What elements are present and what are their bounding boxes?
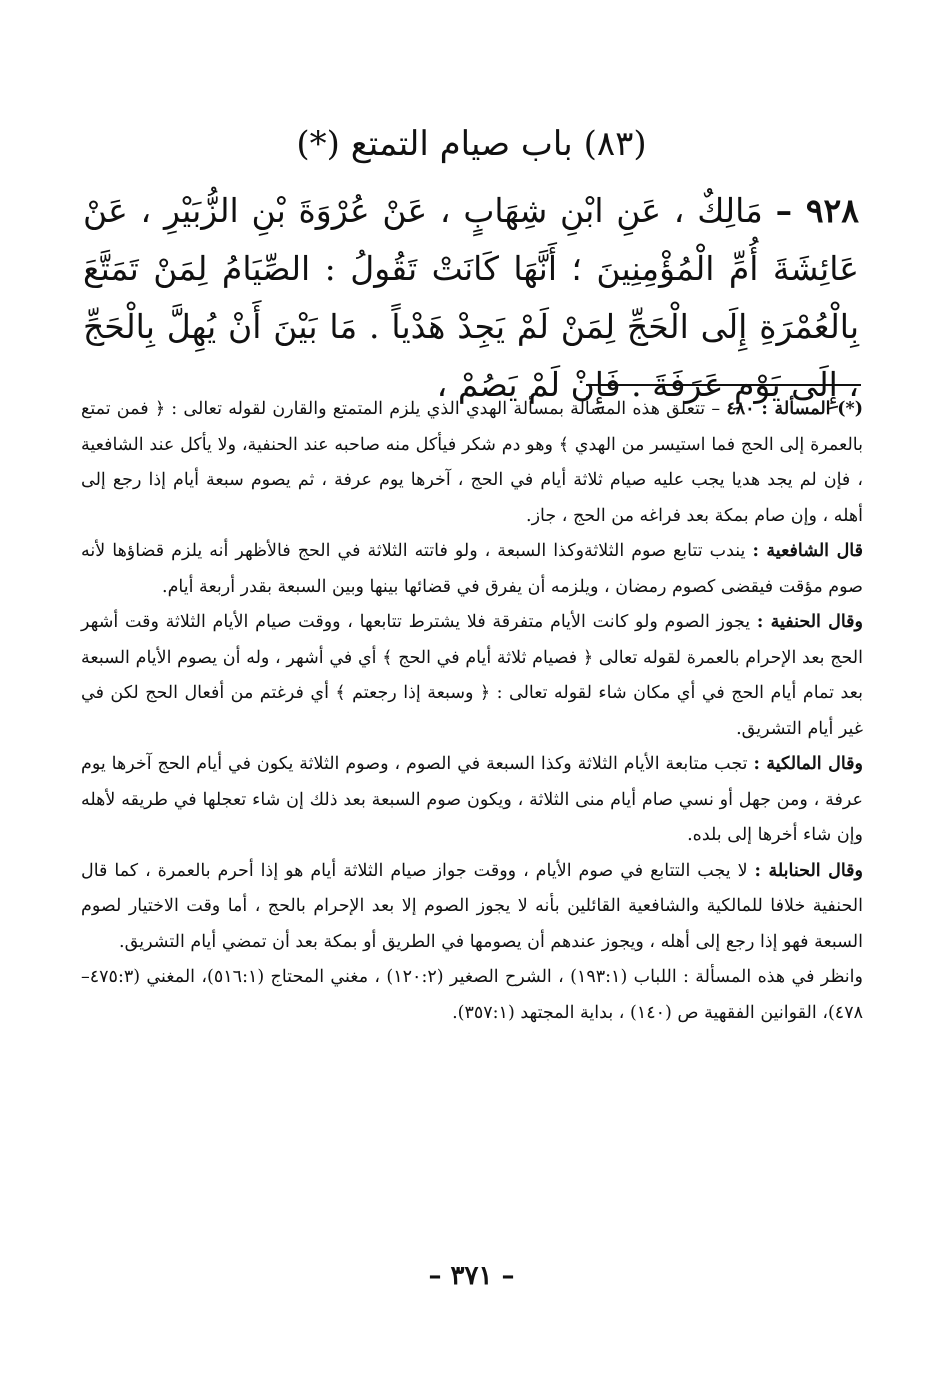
page-number: – ٣٧١ – [428, 1261, 515, 1291]
footnote-hanafi [81, 605, 863, 747]
footnote-intro-label: (*) المسألة : ٤٨٠ [726, 399, 863, 419]
footnote-intro [81, 392, 863, 534]
footnote-hanbali-text: لا يجب التتابع في صوم الأيام ، ووقت جواز صيام الثلاثة أيام هو إذا أحرم بالعمرة ، كما قال الحنفية خلافا للمالكية والشافعية القائلين بأنه لا يجوز الصوم إلا بعد الإحرام بالحج ، أما وقت الاختيار لصوم السبعة فهو إذا رجع إلى أهله ، ويجوز عندهم أن يصومها في الطريق أو بمكة بعد أن تمضي أيام التشريق. [81, 860, 863, 952]
hadith-paragraph [83, 182, 859, 414]
footnote-hanbali [81, 854, 863, 961]
footnote-references: وانظر في هذه المسألة : اللباب (١٩٣:١) ، الشرح الصغير (١٢٠:٢) ، مغني المحتاج (٥١٦:١)، المغني (٤٧٥:٣–٤٧٨)، القوانين الفقهية ص (١٤٠) ، بداية المجتهد (٣٥٧:١). [81, 967, 863, 1023]
footnote-maliki-text: تجب متابعة الأيام الثلاثة وكذا السبعة في الصوم ، وصوم الثلاثة يكون في أيام الحج آخرها يوم عرفة ، ومن جهل أو نسي صام أيام منى الثلاثة ، ويكون صوم السبعة بعد ذلك إن شاء تعجلها في طريقه لأهله وإن شاء أخرها إلى بلده. [81, 754, 863, 845]
footnote-maliki-label: وقال المالكية : [753, 754, 863, 774]
footnote-hanafi-label: وقال الحنفية : [756, 612, 863, 632]
footnote-hanafi-text: يجوز الصوم ولو كانت الأيام متفرقة فلا يشترط تتابعها ، ووقت صيام الأيام الثلاثة وقت أشهر الحج بعد الإحرام بالعمرة لقوله تعالى ﴿ فصيام ثلاثة أيام في الحج ﴾ أي في أشهر ، وله أن يصوم الأيام السبعة بعد تمام أيام الحج في أي مكان شاء لقوله تعالى : ﴿ وسبعة إذا رجعتم ﴾ أي فرغتم من أفعال الحج لكن في غير أيام التشريق. [81, 612, 863, 739]
hadith-text: مَالِكٌ ، عَنِ ابْنِ شِهَابٍ ، عَنْ عُرْوَةَ بْنِ الزُّبَيْرِ ، عَنْ عَائِشَةَ أُمِّ الْمُؤْمِنِينَ ؛ أَنَّهَا كَانَتْ تَقُولُ : الصِّيَامُ لِمَنْ تَمَتَّعَ بِالْعُمْرَةِ إِلَى الْحَجِّ لِمَنْ لَمْ يَجِدْ هَدْياً . مَا بَيْنَ أَنْ يُهِلَّ بِالْحَجِّ ، إِلَى يَوْمِ عَرَفَةَ . فَإِنْ لَمْ يَصُمْ ، [83, 191, 859, 404]
hadith-number: ٩٢٨ – [775, 191, 859, 230]
footnote-shafii-label: قال الشافعية : [752, 541, 863, 561]
footnote-shafii-text: يندب تتابع صوم الثلاثةوكذا السبعة ، ولو فاتته الثلاثة في الحج فالأظهر أنه يلزم قضاؤها لأنه صوم مؤقت فيقضى كصوم رمضان ، ويلزمه أن يفرق في قضائها بينها وبين السبعة بقدر أربعة أيام. [81, 541, 863, 597]
footnote-hanbali-label: وقال الحنابلة : [754, 860, 863, 881]
footnote-intro-text: – تتعلق هذه المسألة بمسألة الهدي الذي يلزم المتمتع والقارن لقوله تعالى : ﴿ فمن تمتع بالعمرة إلى الحج فما استيسر من الهدي ﴾ وهو دم شكر فيأكل منه صاحبه عند الحنفية، ولا يأكل عند الشافعية ، فإن لم يجد هديا يجب عليه صيام ثلاثة أيام في الحج ، آخرها يوم عرفة ، ثم يصوم سبعة أيام إذا رجع إلى أهله ، وإن صام بمكة بعد فراغه من الحج ، جاز. [81, 399, 863, 526]
footnote-shafii [81, 534, 863, 605]
footnote-divider [586, 384, 861, 386]
chapter-title: (٨٣) باب صيام التمتع (*) [296, 124, 647, 164]
footnote-maliki [81, 747, 863, 854]
footnotes [81, 392, 863, 1031]
